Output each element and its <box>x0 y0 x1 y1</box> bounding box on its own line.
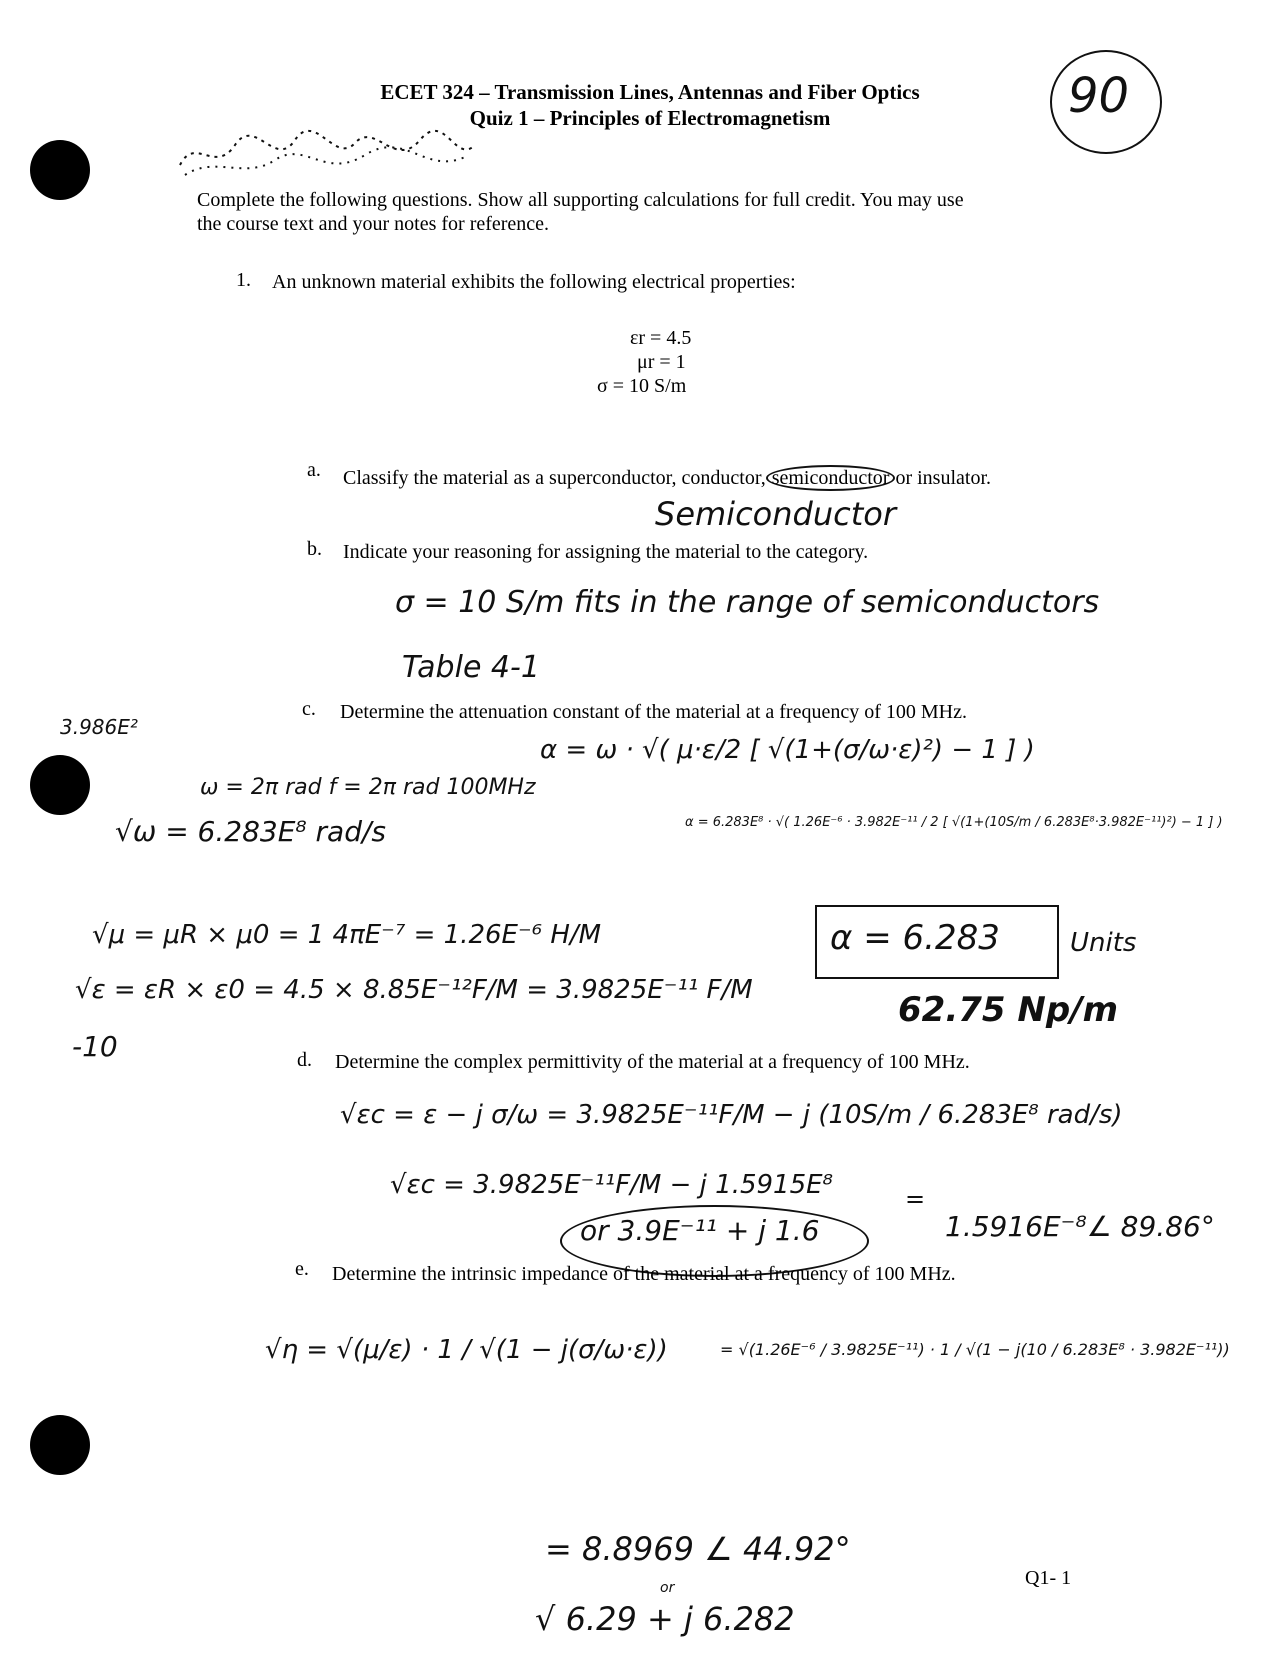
part-d-polar-form: 1.5916E⁻⁸∠ 89.86° <box>945 1210 1215 1243</box>
question-number: 1. <box>236 269 251 291</box>
part-a-answer: Semiconductor <box>655 495 896 533</box>
part-e-or-note: or <box>660 1580 675 1596</box>
part-e-substitution: = √(1.26E⁻⁶ / 3.9825E⁻¹¹) · 1 / √(1 − j(10 / 6.283E⁸ · 3.982E⁻¹¹)) <box>720 1340 1230 1359</box>
part-e-text: Determine the intrinsic impedance of the material at a frequency of 100 MHz. <box>332 1263 956 1285</box>
part-c-letter: c. <box>302 698 316 720</box>
question-text: An unknown material exhibits the following electrical properties: <box>272 271 796 293</box>
part-e-result-rectangular: √ 6.29 + j 6.282 <box>535 1600 795 1638</box>
part-e-letter: e. <box>295 1258 309 1280</box>
part-a-circled-choice: semiconductor <box>766 465 896 491</box>
part-a-question <box>343 466 991 490</box>
hole-punch-top <box>30 140 90 200</box>
quiz-title: Quiz 1 – Principles of Electromagnetism <box>469 106 831 130</box>
page-footer: Q1- 1 <box>1025 1567 1072 1589</box>
part-a-text-end: or insulator. <box>895 467 992 489</box>
part-b-letter: b. <box>307 538 322 560</box>
instructions-line-1: Complete the following questions. Show all supporting calculations for full credit. You may use <box>197 189 964 211</box>
part-c-eps-line: √ε = εR × ε0 = 4.5 × 8.85E⁻¹²F/M = 3.9825E⁻¹¹ F/M <box>75 975 753 1005</box>
part-d-circled-answer: or 3.9E⁻¹¹ + j 1.6 <box>580 1214 820 1247</box>
part-d-line-1: √εc = ε − j σ/ω = 3.9825E⁻¹¹F/M − j (10S/m / 6.283E⁸ rad/s) <box>340 1100 1123 1130</box>
part-b-answer-reasoning: σ = 10 S/m fits in the range of semiconductors <box>395 585 1100 620</box>
part-e-result-polar: = 8.8969 ∠ 44.92° <box>545 1530 851 1568</box>
part-d-text: Determine the complex permittivity of the material at a frequency of 100 MHz. <box>335 1051 970 1073</box>
grade-score: 90 <box>1068 68 1130 124</box>
part-c-mu-line: √μ = μR × μ0 = 1 4πE⁻⁷ = 1.26E⁻⁶ H/M <box>92 920 602 950</box>
part-c-units-note: Units <box>1070 928 1137 958</box>
part-b-answer-reference: Table 4-1 <box>402 650 540 685</box>
part-c-margin-note: 3.986E² <box>60 715 138 739</box>
part-d-line-2: √εc = 3.9825E⁻¹¹F/M − j 1.5915E⁸ <box>390 1170 833 1200</box>
hole-punch-middle <box>30 755 90 815</box>
part-c-final-answer: 62.75 Np/m <box>898 990 1119 1030</box>
instructions-line-2: the course text and your notes for reference. <box>197 213 550 235</box>
course-title: ECET 324 – Transmission Lines, Antennas and Fiber Optics <box>380 80 920 104</box>
part-c-text: Determine the attenuation constant of the material at a frequency of 100 MHz. <box>340 701 967 723</box>
property-permittivity: εr = 4.5 <box>630 327 692 349</box>
part-c-score-note: -10 <box>72 1030 118 1063</box>
part-a-text: Classify the material as a superconductor, conductor, <box>343 467 766 489</box>
property-conductivity: σ = 10 S/m <box>597 375 687 397</box>
scribble-mark <box>175 125 495 185</box>
part-c-alpha-substitution: α = 6.283E⁸ · √( 1.26E⁻⁶ · 3.982E⁻¹¹ / 2 [ √(1+(10S/m / 6.283E⁸·3.982E⁻¹¹)²) − 1 ] ) <box>685 815 1223 830</box>
part-c-formula: α = ω · √( μ·ε/2 [ √(1+(σ/ω·ε)²) − 1 ] ) <box>540 735 1035 765</box>
part-a-letter: a. <box>307 459 321 481</box>
part-b-text: Indicate your reasoning for assigning the material to the category. <box>343 541 869 563</box>
property-permeability: μr = 1 <box>637 351 686 373</box>
part-c-omega-line: ω = 2π rad f = 2π rad 100MHz <box>200 775 536 800</box>
part-d-line-2-equals: = <box>905 1185 926 1213</box>
hole-punch-bottom <box>30 1415 90 1475</box>
part-c-omega-value: √ω = 6.283E⁸ rad/s <box>115 815 386 848</box>
part-c-boxed-answer: α = 6.283 <box>830 918 1000 958</box>
part-d-letter: d. <box>297 1049 312 1071</box>
part-e-formula: √η = √(μ/ε) · 1 / √(1 − j(σ/ω·ε)) <box>265 1335 668 1365</box>
